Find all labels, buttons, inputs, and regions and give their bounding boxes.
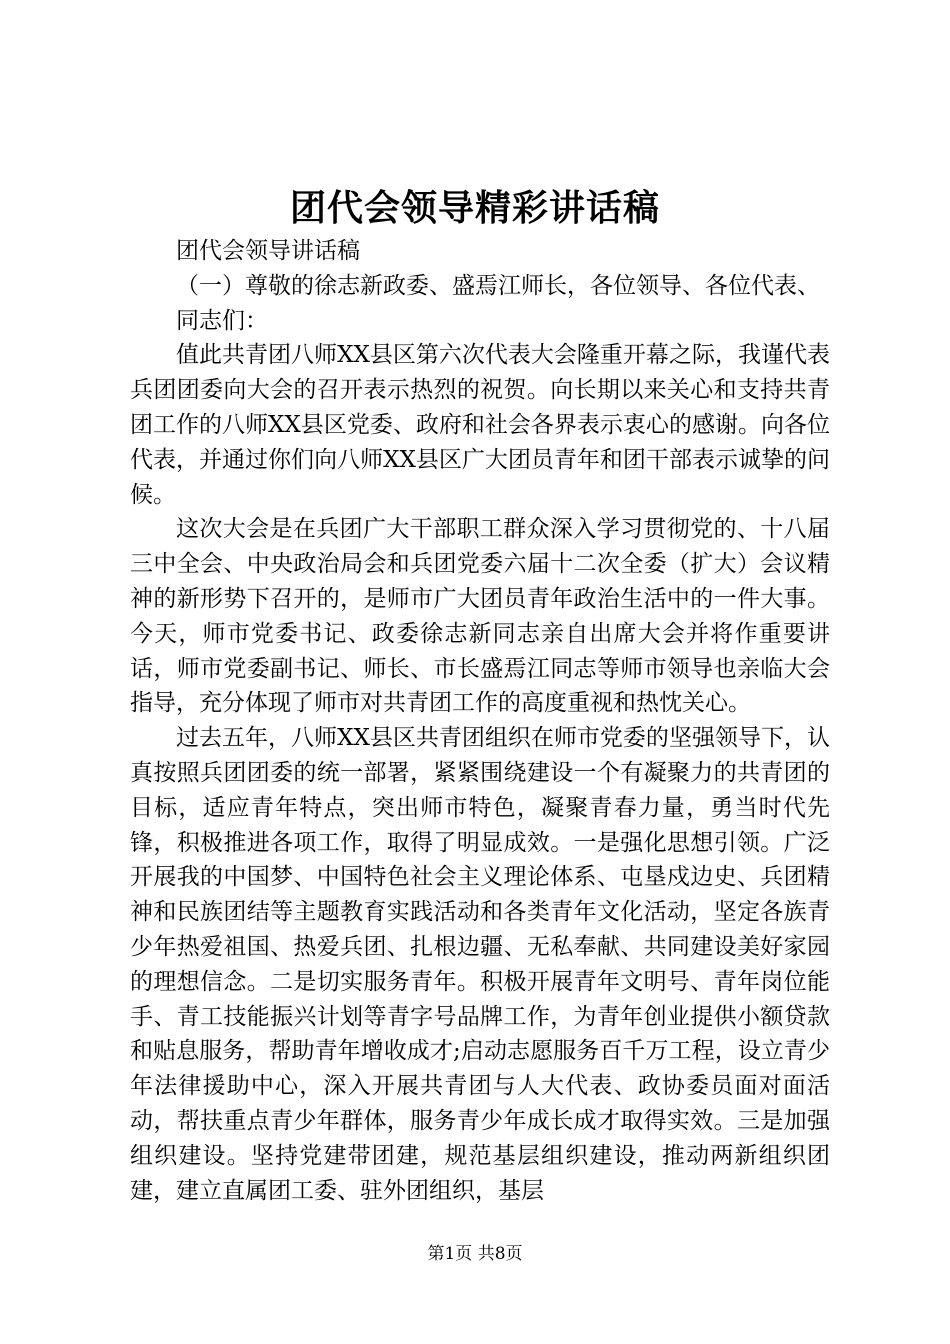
paragraph-greeting: 同志们： bbox=[176, 307, 268, 334]
document-title: 团代会领导精彩讲话稿 bbox=[289, 187, 660, 229]
paragraph-meeting-context: 这次大会是在兵团广大干部职工群众深入学习贯彻党的、十八届三中全会、中央政治局会和兵团党委六届十二次全委（扩大）会议精神的新形势下召开的，是师市广大团员青年政治生活中的一件大事。今天，师市党委书记、政委徐志新同志亲自出席大会并将作重要讲话，师市党委副书记、师长、市长盛焉江同志等师市领导也亲临大会指导，充分体现了师市对共青团工作的高度重视和热忱关心。 bbox=[130, 516, 830, 717]
document-body bbox=[130, 234, 830, 1208]
paragraph-salutation: （一）尊敬的徐志新政委、盛焉江师长，各位领导、各位代表、 bbox=[176, 272, 820, 299]
paragraph-subtitle: 团代会领导讲话稿 bbox=[176, 238, 360, 264]
page-footer: 第1页 共8页 bbox=[427, 1244, 523, 1264]
paragraph-past-five-years: 过去五年，八师XX县区共青团组织在师市党委的坚强领导下，认真按照兵团团委的统一部署，紧紧围绕建设一个有凝聚力的共青团的目标，适应青年特点，突出师市特色，凝聚青春力量，勇当时代先锋，积极推进各项工作，取得了明显成效。一是强化思想引领。广泛开展我的中国梦、中国特色社会主义理论体系、屯垦戍边史、兵团精神和民族团结等主题教育实践活动和各类青年文化活动，坚定各族青少年热爱祖国、热爱兵团、扎根边疆、无私奉献、共同建设美好家园的理想信念。二是切实服务青年。积极开展青年文明号、青年岗位能手、青工技能振兴计划等青字号品牌工作，为青年创业提供小额贷款和贴息服务，帮助青年增收成才;启动志愿服务百千万工程，设立青少年法律援助中心，深入开展共青团与人大代表、政协委员面对面活动，帮扶重点青少年群体，服务青少年成长成才取得实效。三是加强组织建设。坚持党建带团建，规范基层组织建设，推动两新组织团建，建立直属团工委、驻外团组织，基层 bbox=[130, 725, 830, 1204]
paragraph-congratulations: 值此共青团八师XX县区第六次代表大会隆重开幕之际，我谨代表兵团团委向大会的召开表示热烈的祝贺。向长期以来关心和支持共青团工作的八师XX县区党委、政府和社会各界表示衷心的感谢。向各位代表，并通过你们向八师XX县区广大团员青年和团干部表示诚挚的问候。 bbox=[130, 342, 830, 508]
